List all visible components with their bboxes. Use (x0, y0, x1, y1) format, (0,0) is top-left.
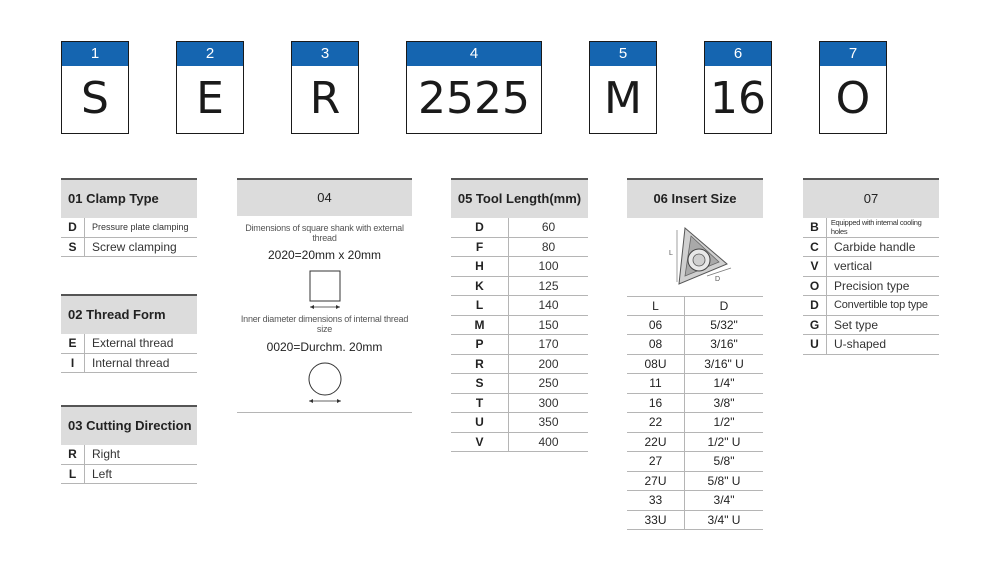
code-value: Precision type (834, 278, 910, 293)
code-key: C (803, 238, 827, 257)
code-number: 1 (62, 42, 128, 66)
table-row (627, 472, 763, 492)
code-value: Set type (834, 317, 879, 332)
insert-d: 3/4" (713, 493, 735, 508)
table-row (803, 316, 939, 336)
table-row (451, 316, 588, 336)
code-value: Internal thread (92, 355, 170, 370)
code-box-4 (406, 41, 542, 134)
table-row (451, 374, 588, 394)
insert-l: 08U (627, 355, 685, 374)
code-key: G (803, 316, 827, 335)
table-row (451, 238, 588, 258)
insert-size-title: 06 Insert Size (627, 178, 763, 218)
code-value: 170 (538, 337, 559, 352)
insert-d: 3/8" (713, 395, 735, 410)
insert-l: 08 (627, 335, 685, 354)
round-shank-example: 0020=Durchm. 20mm (266, 340, 383, 354)
code-key: D (61, 218, 85, 237)
code-key: B (803, 218, 827, 237)
code-value: 300 (538, 395, 559, 410)
insert-l: 33 (627, 491, 685, 510)
table-row (451, 257, 588, 277)
code-key: V (451, 433, 509, 452)
cutting-direction-title: 03 Cutting Direction (61, 405, 197, 445)
table-row (803, 277, 939, 297)
code-key: L (451, 296, 509, 315)
code-value: vertical (834, 259, 873, 274)
table-row (451, 433, 588, 453)
code-letter: E (196, 73, 224, 124)
shank-title: 04 (237, 178, 412, 216)
code-box-5 (589, 41, 657, 134)
insert-d: 5/8" U (707, 473, 741, 488)
table-row (451, 335, 588, 355)
code-letter: M (604, 73, 642, 124)
table-row (627, 433, 763, 453)
clamp-type-section (61, 178, 197, 257)
insert-size-section (627, 178, 763, 530)
table-row (627, 394, 763, 414)
code-number: 5 (590, 42, 656, 66)
thread-form-title: 02 Thread Form (61, 294, 197, 334)
insert-d: 3/4" U (707, 512, 741, 527)
insert-l: 33U (627, 511, 685, 530)
code-letter: O (835, 73, 871, 124)
thread-form-section (61, 294, 197, 373)
table-row (627, 316, 763, 336)
table-row (627, 452, 763, 472)
code-value: Screw clamping (92, 239, 177, 254)
code-box-3 (291, 41, 359, 134)
table-row (61, 218, 197, 238)
code-key: S (451, 374, 509, 393)
code-key: U (451, 413, 509, 432)
insert-l: 11 (627, 374, 685, 393)
code-value: 200 (538, 356, 559, 371)
table-row (627, 413, 763, 433)
code-key: M (451, 316, 509, 335)
round-shank-caption: Inner diameter dimensions of internal thread size (240, 314, 409, 334)
code-key: I (61, 354, 85, 373)
code-value: U-shaped (834, 337, 887, 352)
table-row (627, 355, 763, 375)
code-key: V (803, 257, 827, 276)
table-row (451, 413, 588, 433)
shank-section (237, 178, 412, 413)
insert-l: 06 (627, 316, 685, 335)
table-row (803, 296, 939, 316)
code-key: O (803, 277, 827, 296)
code-value: 140 (538, 298, 559, 313)
table-row (627, 511, 763, 531)
code-value: 400 (538, 434, 559, 449)
code-letter: 2525 (418, 73, 530, 124)
insert-l: 27U (627, 472, 685, 491)
code-number: 3 (292, 42, 358, 66)
insert-dim-d: D (715, 276, 721, 283)
code-value: 150 (538, 317, 559, 332)
code-value: 80 (541, 239, 556, 254)
code-key: R (451, 355, 509, 374)
code-value: Convertible top type (834, 299, 928, 312)
code-key: S (61, 238, 85, 257)
code-value: 350 (538, 415, 559, 430)
tool-length-section (451, 178, 588, 452)
table-row (627, 491, 763, 511)
insert-d: 3/16" (710, 337, 738, 352)
code-box-7 (819, 41, 887, 134)
insert-l: 27 (627, 452, 685, 471)
code-key: F (451, 238, 509, 257)
col-header-l: L (627, 297, 685, 315)
code-number: 6 (705, 42, 771, 66)
insert-header-row (627, 296, 763, 316)
table-row (803, 218, 939, 238)
table-row (61, 354, 197, 374)
insert-diagram (627, 218, 763, 296)
table-row (451, 394, 588, 414)
square-shank-diagram (237, 266, 412, 312)
code-key: E (61, 334, 85, 353)
insert-d: 1/2" (713, 415, 735, 430)
options-section (803, 178, 939, 355)
table-row (61, 445, 197, 465)
insert-l: 22 (627, 413, 685, 432)
square-shank-caption: Dimensions of square shank with external thread (245, 223, 404, 243)
code-letter: S (81, 73, 109, 124)
code-key: L (61, 465, 85, 484)
code-value: Left (92, 466, 113, 481)
code-value: 125 (538, 278, 559, 293)
code-number: 2 (177, 42, 243, 66)
code-box-6 (704, 41, 772, 134)
insert-d: 1/4" (713, 376, 735, 391)
code-key: U (803, 335, 827, 354)
cutting-direction-section (61, 405, 197, 484)
code-box-2 (176, 41, 244, 134)
code-letter: 16 (710, 73, 766, 124)
code-value: Pressure plate clamping (92, 222, 189, 233)
code-value: Right (92, 447, 121, 462)
code-key: D (451, 218, 509, 237)
code-value: 100 (538, 259, 559, 274)
table-row (61, 238, 197, 258)
code-number: 4 (407, 42, 541, 66)
table-row (451, 277, 588, 297)
table-row (627, 335, 763, 355)
tool-length-title: 05 Tool Length(mm) (451, 178, 588, 218)
table-row (803, 335, 939, 355)
insert-drawing (627, 218, 763, 296)
insert-l: 16 (627, 394, 685, 413)
insert-d: 5/8" (713, 454, 735, 469)
square-shank-example: 2020=20mm x 20mm (267, 248, 382, 262)
table-row (451, 355, 588, 375)
insert-d: 3/16" U (704, 356, 744, 371)
table-row (803, 238, 939, 258)
code-key: K (451, 277, 509, 296)
options-title: 07 (803, 178, 939, 218)
code-value: 60 (541, 220, 556, 235)
table-row (61, 465, 197, 485)
round-shank-diagram (237, 358, 412, 406)
col-header-d: D (719, 298, 729, 313)
code-box-1 (61, 41, 129, 134)
code-number: 7 (820, 42, 886, 66)
table-row (803, 257, 939, 277)
clamp-type-title: 01 Clamp Type (61, 178, 197, 218)
code-key: P (451, 335, 509, 354)
code-value: Carbide handle (834, 239, 916, 254)
insert-d: 1/2" U (707, 434, 741, 449)
code-letter: R (309, 73, 341, 124)
table-row (61, 334, 197, 354)
insert-l: 22U (627, 433, 685, 452)
insert-d: 5/32" (710, 317, 738, 332)
table-row (451, 218, 588, 238)
code-key: H (451, 257, 509, 276)
code-value: External thread (92, 336, 174, 351)
insert-dim-l: L (669, 250, 673, 257)
table-row (451, 296, 588, 316)
code-key: T (451, 394, 509, 413)
code-value: 250 (538, 376, 559, 391)
code-key: D (803, 296, 827, 315)
code-key: R (61, 445, 85, 464)
code-value: Equipped with internal cooling holes (830, 218, 922, 237)
table-row (627, 374, 763, 394)
